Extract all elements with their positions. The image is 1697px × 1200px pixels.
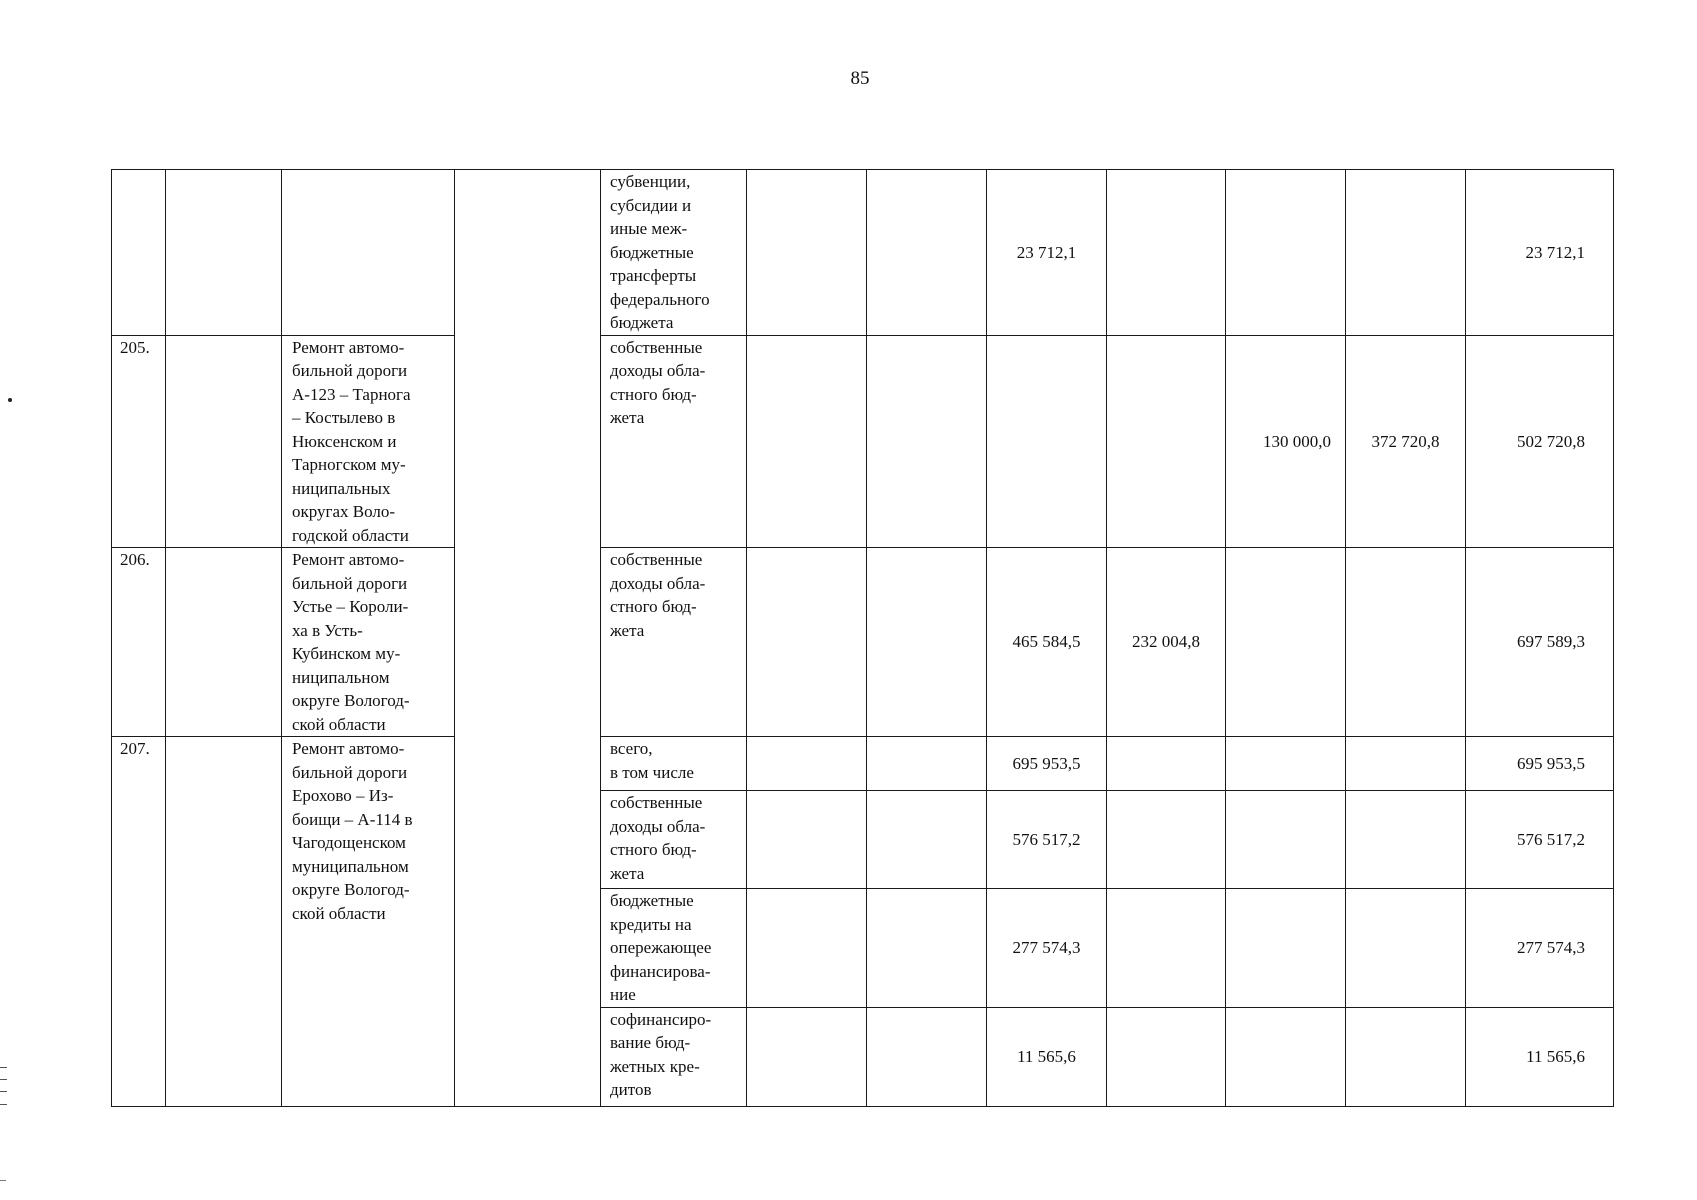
empty-cell xyxy=(166,548,282,737)
value-cell-5 xyxy=(1226,170,1346,336)
value-cell-5 xyxy=(1226,889,1346,1008)
value-cell-2 xyxy=(867,548,987,737)
value-cell-5: 130 000,0 xyxy=(1226,335,1346,548)
total-cell: 695 953,5 xyxy=(1466,737,1614,791)
value-cell-6 xyxy=(1346,737,1466,791)
row-number-cell xyxy=(112,170,166,336)
value-cell-6 xyxy=(1346,791,1466,889)
total-cell: 576 517,2 xyxy=(1466,791,1614,889)
value-cell-3: 277 574,3 xyxy=(987,889,1107,1008)
value-cell-2 xyxy=(867,170,987,336)
value-cell-6 xyxy=(1346,1007,1466,1106)
row-number-cell: 207. xyxy=(112,737,166,1107)
value-cell-1 xyxy=(747,791,867,889)
budget-table xyxy=(111,169,1614,1107)
total-cell: 502 720,8 xyxy=(1466,335,1614,548)
value-cell-6 xyxy=(1346,170,1466,336)
value-cell-2 xyxy=(867,889,987,1008)
empty-merged-cell xyxy=(455,170,601,1107)
value-cell-3: 23 712,1 xyxy=(987,170,1107,336)
funding-source-cell: собственные доходы обла- стного бюд- жета xyxy=(601,335,747,548)
value-cell-4: 232 004,8 xyxy=(1107,548,1226,737)
value-cell-2 xyxy=(867,335,987,548)
object-name-cell: Ремонт автомо- бильной дороги Устье – Короли- ха в Усть- Кубинском му- ниципальном округе Вологод- ской области xyxy=(282,548,455,737)
value-cell-4 xyxy=(1107,1007,1226,1106)
value-cell-3: 465 584,5 xyxy=(987,548,1107,737)
value-cell-3: 11 565,6 xyxy=(987,1007,1107,1106)
table-row-206 xyxy=(112,548,1614,737)
value-cell-4 xyxy=(1107,791,1226,889)
row-number-cell: 205. xyxy=(112,335,166,548)
row-number-cell: 206. xyxy=(112,548,166,737)
table-row-207 xyxy=(112,737,1614,791)
funding-source-cell: софинансиро- вание бюд- жетных кре- дитов xyxy=(601,1007,747,1106)
funding-source-cell: субвенции, субсидии и иные меж- бюджетные трансферты федерального бюджета xyxy=(601,170,747,336)
funding-source-cell: собственные доходы обла- стного бюд- жета xyxy=(601,791,747,889)
value-cell-3: 576 517,2 xyxy=(987,791,1107,889)
page-number: 85 xyxy=(850,68,870,89)
value-cell-4 xyxy=(1107,737,1226,791)
value-cell-2 xyxy=(867,737,987,791)
empty-cell xyxy=(166,737,282,1107)
value-cell-5 xyxy=(1226,737,1346,791)
scan-edge-mark xyxy=(0,1180,6,1181)
value-cell-1 xyxy=(747,170,867,336)
value-cell-4 xyxy=(1107,170,1226,336)
value-cell-3: 695 953,5 xyxy=(987,737,1107,791)
scan-tick-marks xyxy=(0,1067,7,1105)
total-cell: 11 565,6 xyxy=(1466,1007,1614,1106)
total-cell: 697 589,3 xyxy=(1466,548,1614,737)
empty-cell xyxy=(166,170,282,336)
value-cell-4 xyxy=(1107,889,1226,1008)
value-cell-6 xyxy=(1346,548,1466,737)
object-name-cell: Ремонт автомо- бильной дороги Ерохово – Из- боищи – А-114 в Чагодощенском муниципальном округе Вологод- ской области xyxy=(282,737,455,1107)
table-row-205 xyxy=(112,335,1614,548)
value-cell-6: 372 720,8 xyxy=(1346,335,1466,548)
value-cell-1 xyxy=(747,737,867,791)
total-cell: 277 574,3 xyxy=(1466,889,1614,1008)
value-cell-6 xyxy=(1346,889,1466,1008)
value-cell-1 xyxy=(747,1007,867,1106)
table-row-continuation xyxy=(112,170,1614,336)
value-cell-1 xyxy=(747,889,867,1008)
value-cell-1 xyxy=(747,548,867,737)
value-cell-2 xyxy=(867,1007,987,1106)
funding-source-cell: всего, в том числе xyxy=(601,737,747,791)
scan-dot xyxy=(8,398,12,402)
value-cell-1 xyxy=(747,335,867,548)
funding-source-cell: собственные доходы обла- стного бюд- жета xyxy=(601,548,747,737)
value-cell-4 xyxy=(1107,335,1226,548)
total-cell: 23 712,1 xyxy=(1466,170,1614,336)
value-cell-5 xyxy=(1226,548,1346,737)
value-cell-5 xyxy=(1226,791,1346,889)
object-name-cell xyxy=(282,170,455,336)
funding-source-cell: бюджетные кредиты на опережающее финансирова- ние xyxy=(601,889,747,1008)
empty-cell xyxy=(166,335,282,548)
value-cell-2 xyxy=(867,791,987,889)
value-cell-3 xyxy=(987,335,1107,548)
object-name-cell: Ремонт автомо- бильной дороги А-123 – Тарнога – Костылево в Нюксенском и Тарногском му- ниципальных округах Воло- годской области xyxy=(282,335,455,548)
value-cell-5 xyxy=(1226,1007,1346,1106)
